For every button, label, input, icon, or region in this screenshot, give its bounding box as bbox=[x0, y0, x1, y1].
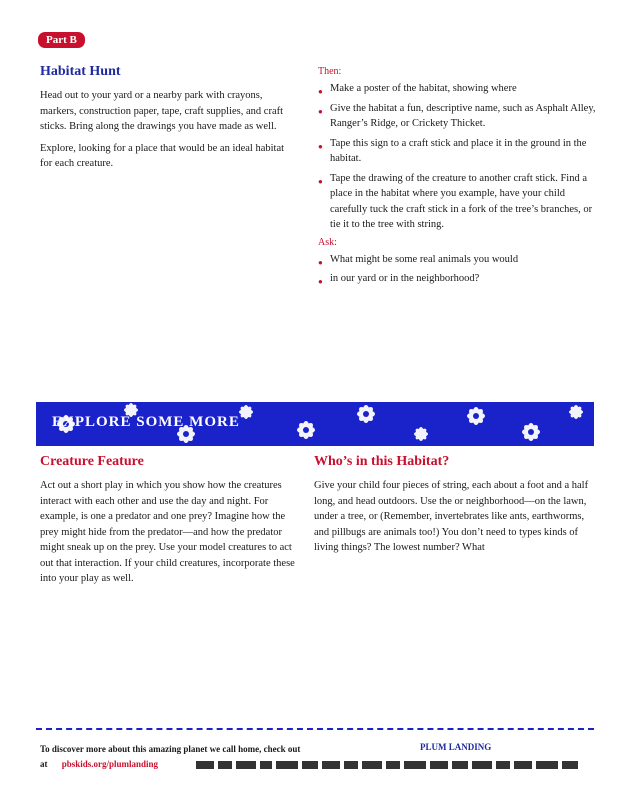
whos-habitat-text: Give your child four pieces of string, each about a foot and a half long, and head outdoors. Use the or neighborhood—on the lawn, under a tree, or (Remember, invertebrates like ants, earthworms, and pillbugs are animals too!) You don’t need to types kinds of living things? The lowest number? What bbox=[314, 480, 589, 553]
whos-habitat-section bbox=[314, 454, 594, 562]
bullet-icon: ● bbox=[318, 87, 323, 96]
ask-item: ● in our yard or in the neighborhood? bbox=[318, 271, 598, 287]
creature-feature-section bbox=[40, 454, 300, 593]
bullet-icon: ● bbox=[318, 141, 323, 151]
footer-brand: PLUM LANDING bbox=[420, 742, 492, 752]
footer-at: at bbox=[40, 759, 48, 769]
ask-label: Ask: bbox=[318, 236, 337, 248]
banner-title: EXPLORE SOME MORE bbox=[52, 414, 240, 430]
bullet-icon: ● bbox=[318, 176, 323, 186]
creature-feature-text: Act out a short play in which you show how the creatures interact with each other and use the day and night. For example, is one a predator and one prey? Imagine how the prey might hide from the predator—and how the predator might sneak up on the prey. Use your model creatures to act out that interaction. If your child creatures, incorporate these into your play as well. bbox=[40, 480, 295, 584]
bullet-icon: ● bbox=[318, 257, 323, 267]
then-list bbox=[318, 81, 598, 233]
habitat-hunt-section bbox=[40, 64, 288, 178]
footer-link[interactable]: pbskids.org/plumlanding bbox=[61, 759, 159, 769]
habitat-hunt-title: Habitat Hunt bbox=[40, 64, 121, 79]
then-item: ● Tape this sign to a craft stick and place it in the ground in the habitat. bbox=[318, 137, 587, 164]
part-badge: Part B bbox=[38, 32, 85, 48]
then-ask-section bbox=[318, 66, 598, 291]
habitat-hunt-paragraph-1: Head out to your yard or a nearby park with crayons, markers, construction paper, tape, craft supplies, and craft sticks. Bring along the drawings you have made as well. bbox=[40, 90, 284, 132]
footer-pattern-icon bbox=[196, 759, 596, 770]
then-item: ● Make a poster of the habitat, showing where bbox=[318, 81, 598, 97]
ask-list bbox=[318, 252, 598, 287]
creature-feature-title: Creature Feature bbox=[40, 454, 144, 469]
dashed-divider bbox=[36, 728, 594, 730]
footer-line-1: To discover more about this amazing planet we call home, check out bbox=[40, 744, 301, 754]
ask-item: ● What might be some real animals you would bbox=[318, 252, 598, 268]
bullet-icon: ● bbox=[318, 106, 323, 116]
explore-banner bbox=[36, 402, 594, 446]
then-label: Then: bbox=[318, 66, 342, 77]
then-item: ● Tape the drawing of the creature to another craft stick. Find a place in the habitat where you example, have your child carefully tuck the craft stick in a fork of the tree’s branches, or tie it to the tree with string. bbox=[318, 172, 593, 230]
then-item: ● Give the habitat a fun, descriptive name, such as Asphalt Alley, Ranger’s Ridge, or Crickety Thicket. bbox=[318, 102, 596, 129]
bullet-icon: ● bbox=[318, 277, 323, 286]
habitat-hunt-paragraph-2: Explore, looking for a place that would be an ideal habitat for each creature. bbox=[40, 142, 285, 169]
footer-decoration bbox=[196, 758, 596, 770]
whos-habitat-title: Who’s in this Habitat? bbox=[314, 454, 450, 469]
